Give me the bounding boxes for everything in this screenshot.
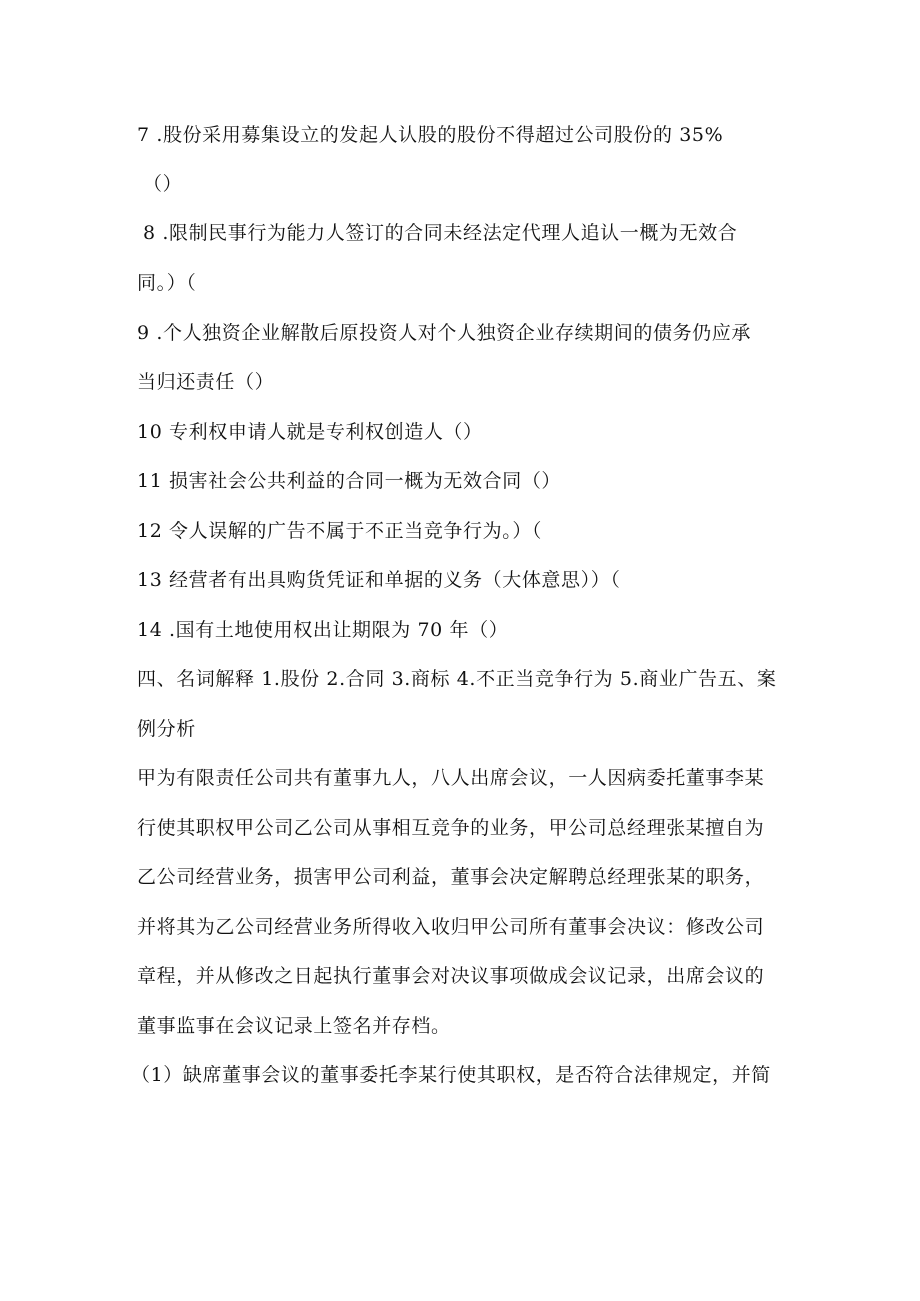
question-13: 13 经营者有出具购货凭证和单据的义务（大体意思））（: [137, 569, 621, 591]
question-8-continued: 同。）（: [137, 272, 197, 294]
case-paragraph-line-1: 甲为有限责任公司共有董事九人，八人出席会议，一人因病委托董事李某: [137, 767, 765, 789]
question-8: 8 .限制民事行为能力人签订的合同未经法定代理人追认一概为无效合: [143, 222, 738, 244]
case-paragraph-line-3: 乙公司经营业务，损害甲公司利益，董事会决定解聘总经理张某的职务，: [137, 866, 765, 888]
question-7: 7 .股份采用募集设立的发起人认股的股份不得超过公司股份的 35%: [137, 124, 724, 146]
question-9-continued: 当归还责任（）: [137, 371, 275, 393]
case-question-1: （1）缺席董事会议的董事委托李某行使其职权，是否符合法律规定，并简: [131, 1064, 771, 1086]
case-paragraph-line-4: 并将其为乙公司经营业务所得收入收归甲公司所有董事会决议：修改公司: [137, 916, 765, 938]
case-paragraph-line-2: 行使其职权甲公司乙公司从事相互竞争的业务，甲公司总经理张某擅自为: [137, 817, 765, 839]
question-10: 10 专利权申请人就是专利权创造人（）: [137, 421, 483, 443]
question-7-answer-blank: （）: [143, 173, 183, 195]
question-11: 11 损害社会公共利益的合同一概为无效合同（）: [137, 470, 562, 492]
case-paragraph-line-5: 章程，并从修改之日起执行董事会对决议事项做成会议记录，出席会议的: [137, 965, 765, 987]
section-5-heading: 例分析: [137, 718, 196, 740]
section-4-heading: 四、名词解释 1.股份 2.合同 3.商标 4.不正当竞争行为 5.商业广告五、案: [137, 668, 777, 690]
question-9: 9 .个人独资企业解散后原投资人对个人独资企业存续期间的债务仍应承: [137, 322, 751, 344]
question-12: 12 令人误解的广告不属于不正当竞争行为。）（: [137, 520, 543, 542]
question-14: 14 .国有土地使用权出让期限为 70 年（）: [137, 619, 509, 641]
case-paragraph-line-6: 董事监事在会议记录上签名并存档。: [137, 1015, 451, 1037]
